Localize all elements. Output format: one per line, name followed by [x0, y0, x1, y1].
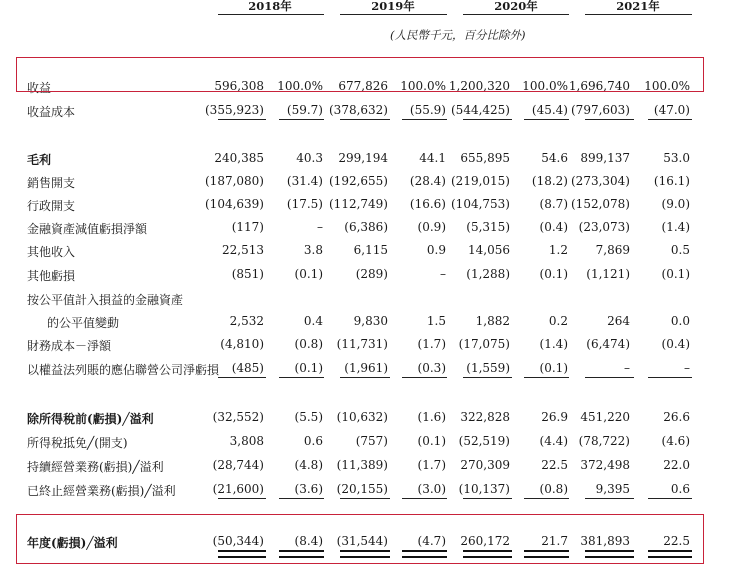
- row-label: 所得稅抵免╱(開支): [27, 436, 128, 450]
- row-label: 已終止經營業務(虧損)╱溢利: [27, 484, 176, 498]
- amount-cell: (117): [231, 220, 264, 234]
- subtotal-rule: [648, 377, 692, 378]
- subtotal-rule: [402, 119, 447, 120]
- row-label: 毛利: [27, 153, 52, 167]
- subtotal-rule: [279, 377, 324, 378]
- percent-cell: 0.0: [670, 314, 690, 328]
- amount-cell: (50,344): [212, 534, 264, 548]
- percent-cell: 100.0%: [644, 79, 690, 93]
- percent-cell: 26.9: [541, 410, 568, 424]
- percent-cell: 22.0: [663, 458, 690, 472]
- row-label: 持續經營業務(虧損)╱溢利: [27, 460, 164, 474]
- percent-cell: 100.0%: [522, 79, 568, 93]
- amount-cell: (757): [355, 434, 388, 448]
- amount-cell: (31,544): [336, 534, 388, 548]
- amount-cell: (17,075): [458, 337, 510, 351]
- percent-cell: 53.0: [663, 151, 690, 165]
- amount-cell: (11,389): [336, 458, 388, 472]
- subtotal-rule: [279, 498, 324, 499]
- amount-cell: (112,749): [329, 197, 388, 211]
- percent-cell: (59.7): [286, 103, 323, 117]
- amount-cell: 655,895: [460, 151, 510, 165]
- amount-cell: (378,632): [329, 103, 388, 117]
- amount-cell: 14,056: [468, 243, 510, 257]
- amount-cell: 677,826: [338, 79, 388, 93]
- amount-cell: (1,961): [344, 361, 388, 375]
- percent-cell: (0.4): [539, 220, 568, 234]
- amount-cell: (20,155): [336, 482, 388, 496]
- percent-cell: 22.5: [663, 534, 690, 548]
- percent-cell: (0.1): [661, 267, 690, 281]
- amount-cell: (10,632): [336, 410, 388, 424]
- amount-cell: (152,078): [571, 197, 630, 211]
- amount-cell: 22,513: [222, 243, 264, 257]
- amount-cell: (1,559): [466, 361, 510, 375]
- year-header: 2020年: [494, 0, 538, 13]
- percent-cell: 0.9: [426, 243, 446, 257]
- percent-cell: (16.6): [409, 197, 446, 211]
- amount-cell: (6,474): [586, 337, 630, 351]
- amount-cell: 264: [607, 314, 630, 328]
- subtotal-rule: [463, 498, 512, 499]
- percent-cell: (1.6): [417, 410, 446, 424]
- row-label: 銷售開支: [27, 176, 76, 190]
- amount-cell: 260,172: [460, 534, 510, 548]
- year-header: 2018年: [248, 0, 292, 13]
- subtotal-rule: [463, 377, 512, 378]
- subtotal-rule: [648, 119, 692, 120]
- amount-cell: 322,828: [460, 410, 510, 424]
- subtotal-rule: [524, 377, 569, 378]
- amount-cell: (4,810): [220, 337, 264, 351]
- amount-cell: (78,722): [578, 434, 630, 448]
- subtotal-rule: [463, 119, 512, 120]
- percent-cell: 1.5: [426, 314, 446, 328]
- subtotal-rule: [340, 498, 390, 499]
- row-label: 收益: [27, 81, 52, 95]
- amount-cell: (797,603): [571, 103, 630, 117]
- amount-cell: 7,869: [595, 243, 630, 257]
- amount-cell: (6,386): [344, 220, 388, 234]
- percent-cell: (0.1): [294, 361, 323, 375]
- subtotal-rule: [340, 119, 390, 120]
- year-header-rule: [463, 14, 569, 15]
- amount-cell: 2,532: [229, 314, 264, 328]
- percent-cell: –: [440, 267, 446, 281]
- amount-cell: (21,600): [212, 482, 264, 496]
- percent-cell: (0.4): [661, 337, 690, 351]
- amount-cell: (11,731): [336, 337, 388, 351]
- row-label: 年度(虧損)╱溢利: [27, 536, 118, 550]
- percent-cell: (31.4): [286, 174, 323, 188]
- amount-cell: (28,744): [212, 458, 264, 472]
- percent-cell: (3.0): [417, 482, 446, 496]
- subtotal-rule: [218, 498, 266, 499]
- row-label: 財務成本－淨額: [27, 339, 112, 353]
- amount-cell: 381,893: [580, 534, 630, 548]
- amount-cell: (23,073): [578, 220, 630, 234]
- percent-cell: (0.3): [417, 361, 446, 375]
- percent-cell: (18.2): [531, 174, 568, 188]
- percent-cell: 0.6: [303, 434, 323, 448]
- percent-cell: (4.7): [417, 534, 446, 548]
- percent-cell: (0.1): [294, 267, 323, 281]
- amount-cell: 240,385: [214, 151, 264, 165]
- subtotal-rule: [648, 498, 692, 499]
- amount-cell: (355,923): [205, 103, 264, 117]
- amount-cell: 1,696,740: [568, 79, 630, 93]
- percent-cell: (0.1): [539, 267, 568, 281]
- row-label: 除所得稅前(虧損)╱溢利: [27, 412, 154, 426]
- subtotal-rule: [524, 498, 569, 499]
- amount-cell: (289): [355, 267, 388, 281]
- percent-cell: 0.5: [670, 243, 690, 257]
- amount-cell: 451,220: [580, 410, 630, 424]
- percent-cell: 1.2: [548, 243, 568, 257]
- percent-cell: 3.8: [303, 243, 323, 257]
- percent-cell: (9.0): [661, 197, 690, 211]
- percent-cell: (0.1): [417, 434, 446, 448]
- amount-cell: (851): [231, 267, 264, 281]
- percent-cell: (4.4): [539, 434, 568, 448]
- percent-cell: –: [684, 361, 690, 375]
- percent-cell: (5.5): [294, 410, 323, 424]
- amount-cell: 299,194: [338, 151, 388, 165]
- percent-cell: 54.6: [541, 151, 568, 165]
- percent-cell: (0.8): [539, 482, 568, 496]
- amount-cell: 899,137: [580, 151, 630, 165]
- year-header-rule: [585, 14, 692, 15]
- percent-cell: (4.8): [294, 458, 323, 472]
- percent-cell: (16.1): [653, 174, 690, 188]
- amount-cell: 372,498: [580, 458, 630, 472]
- subtotal-rule: [340, 377, 390, 378]
- subtotal-rule: [218, 119, 266, 120]
- percent-cell: (17.5): [286, 197, 323, 211]
- percent-cell: (0.8): [294, 337, 323, 351]
- amount-cell: 9,395: [595, 482, 630, 496]
- amount-cell: 270,309: [460, 458, 510, 472]
- unit-note: (人民幣千元，百分比除外): [390, 28, 526, 42]
- amount-cell: (485): [231, 361, 264, 375]
- subtotal-rule: [585, 377, 634, 378]
- percent-cell: 21.7: [541, 534, 568, 548]
- subtotal-rule: [585, 119, 634, 120]
- row-label: 按公平值計入損益的金融資產: [27, 293, 184, 307]
- percent-cell: 0.4: [303, 314, 323, 328]
- percent-cell: (8.4): [294, 534, 323, 548]
- revenue-highlight-box: [16, 57, 704, 92]
- percent-cell: (47.0): [653, 103, 690, 117]
- percent-cell: (0.1): [539, 361, 568, 375]
- amount-cell: 3,808: [229, 434, 264, 448]
- percent-cell: (8.7): [539, 197, 568, 211]
- amount-cell: (273,304): [571, 174, 630, 188]
- percent-cell: (3.6): [294, 482, 323, 496]
- amount-cell: (219,015): [451, 174, 510, 188]
- row-label: 行政開支: [27, 199, 76, 213]
- annual-result-highlight-box: [16, 514, 704, 564]
- percent-cell: (0.9): [417, 220, 446, 234]
- amount-cell: 1,200,320: [448, 79, 510, 93]
- subtotal-rule: [218, 377, 266, 378]
- amount-cell: (5,315): [466, 220, 510, 234]
- amount-cell: (1,288): [466, 267, 510, 281]
- percent-cell: (4.6): [661, 434, 690, 448]
- amount-cell: (104,753): [451, 197, 510, 211]
- year-header-rule: [218, 14, 324, 15]
- percent-cell: 22.5: [541, 458, 568, 472]
- row-label: 其他收入: [27, 245, 76, 259]
- percent-cell: 40.3: [296, 151, 323, 165]
- amount-cell: 6,115: [353, 243, 388, 257]
- percent-cell: (55.9): [409, 103, 446, 117]
- amount-cell: (52,519): [458, 434, 510, 448]
- year-header: 2019年: [371, 0, 415, 13]
- percent-cell: –: [317, 220, 323, 234]
- amount-cell: (1,121): [586, 267, 630, 281]
- amount-cell: (544,425): [451, 103, 510, 117]
- percent-cell: 44.1: [419, 151, 446, 165]
- amount-cell: 9,830: [353, 314, 388, 328]
- subtotal-rule: [402, 498, 447, 499]
- percent-cell: (1.4): [661, 220, 690, 234]
- percent-cell: (28.4): [409, 174, 446, 188]
- amount-cell: –: [624, 361, 630, 375]
- row-label: 收益成本: [27, 105, 76, 119]
- percent-cell: 26.6: [663, 410, 690, 424]
- percent-cell: (1.4): [539, 337, 568, 351]
- amount-cell: (10,137): [458, 482, 510, 496]
- subtotal-rule: [279, 119, 324, 120]
- subtotal-rule: [402, 377, 447, 378]
- row-label: 的公平值變動: [47, 316, 120, 330]
- amount-cell: (104,639): [205, 197, 264, 211]
- percent-cell: 0.2: [548, 314, 568, 328]
- row-label: 以權益法列賬的應佔聯營公司淨虧損: [27, 363, 220, 377]
- row-label: 金融資產減值虧損淨額: [27, 222, 148, 236]
- percent-cell: 100.0%: [400, 79, 446, 93]
- amount-cell: (192,655): [329, 174, 388, 188]
- percent-cell: (1.7): [417, 337, 446, 351]
- percent-cell: (1.7): [417, 458, 446, 472]
- percent-cell: 0.6: [670, 482, 690, 496]
- amount-cell: 596,308: [214, 79, 264, 93]
- amount-cell: (32,552): [212, 410, 264, 424]
- subtotal-rule: [585, 498, 634, 499]
- subtotal-rule: [524, 119, 569, 120]
- percent-cell: 100.0%: [277, 79, 323, 93]
- year-header-rule: [340, 14, 447, 15]
- row-label: 其他虧損: [27, 269, 76, 283]
- percent-cell: (45.4): [531, 103, 568, 117]
- amount-cell: 1,882: [475, 314, 510, 328]
- amount-cell: (187,080): [205, 174, 264, 188]
- year-header: 2021年: [616, 0, 660, 13]
